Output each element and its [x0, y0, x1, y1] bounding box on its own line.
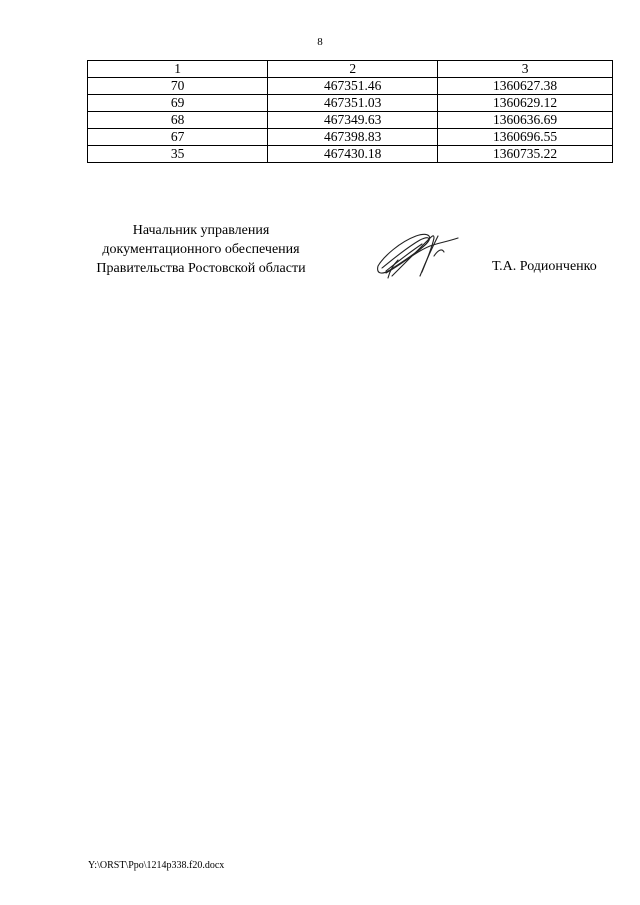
- table-row: [88, 95, 613, 112]
- table-cell: 467349.63: [268, 112, 438, 129]
- handwritten-signature: [372, 226, 462, 282]
- table-cell: 467398.83: [268, 129, 438, 146]
- table-cell: 1360636.69: [438, 112, 613, 129]
- signer-position: [88, 221, 314, 278]
- page-number: 8: [317, 36, 323, 48]
- table-header-row: [88, 61, 613, 78]
- table-cell: 1360735.22: [438, 146, 613, 163]
- table-header-cell: 3: [438, 61, 613, 78]
- table-cell: 467430.18: [268, 146, 438, 163]
- coordinates-table: [87, 60, 613, 163]
- table-cell: 467351.03: [268, 95, 438, 112]
- signer-position-line: Начальник управления: [132, 223, 270, 238]
- table-cell: 35: [88, 146, 268, 163]
- table-cell: 69: [88, 95, 268, 112]
- table-row: [88, 78, 613, 95]
- table-row: [88, 146, 613, 163]
- table-cell: 1360696.55: [438, 129, 613, 146]
- table-cell: 1360627.38: [438, 78, 613, 95]
- file-path-footer: Y:\ORST\Ppo\1214p338.f20.docx: [88, 860, 225, 871]
- table-cell: 67: [88, 129, 268, 146]
- table-cell: 1360629.12: [438, 95, 613, 112]
- signer-position-line: Правительства Ростовской области: [96, 261, 306, 276]
- signer-position-line: документационного обеспечения: [102, 242, 300, 257]
- signer-name: Т.А. Родионченко: [492, 259, 597, 274]
- table-cell: 70: [88, 78, 268, 95]
- table-cell: 68: [88, 112, 268, 129]
- table-cell: 467351.46: [268, 78, 438, 95]
- table-header-cell: 1: [88, 61, 268, 78]
- table-row: [88, 112, 613, 129]
- table-row: [88, 129, 613, 146]
- table-header-cell: 2: [268, 61, 438, 78]
